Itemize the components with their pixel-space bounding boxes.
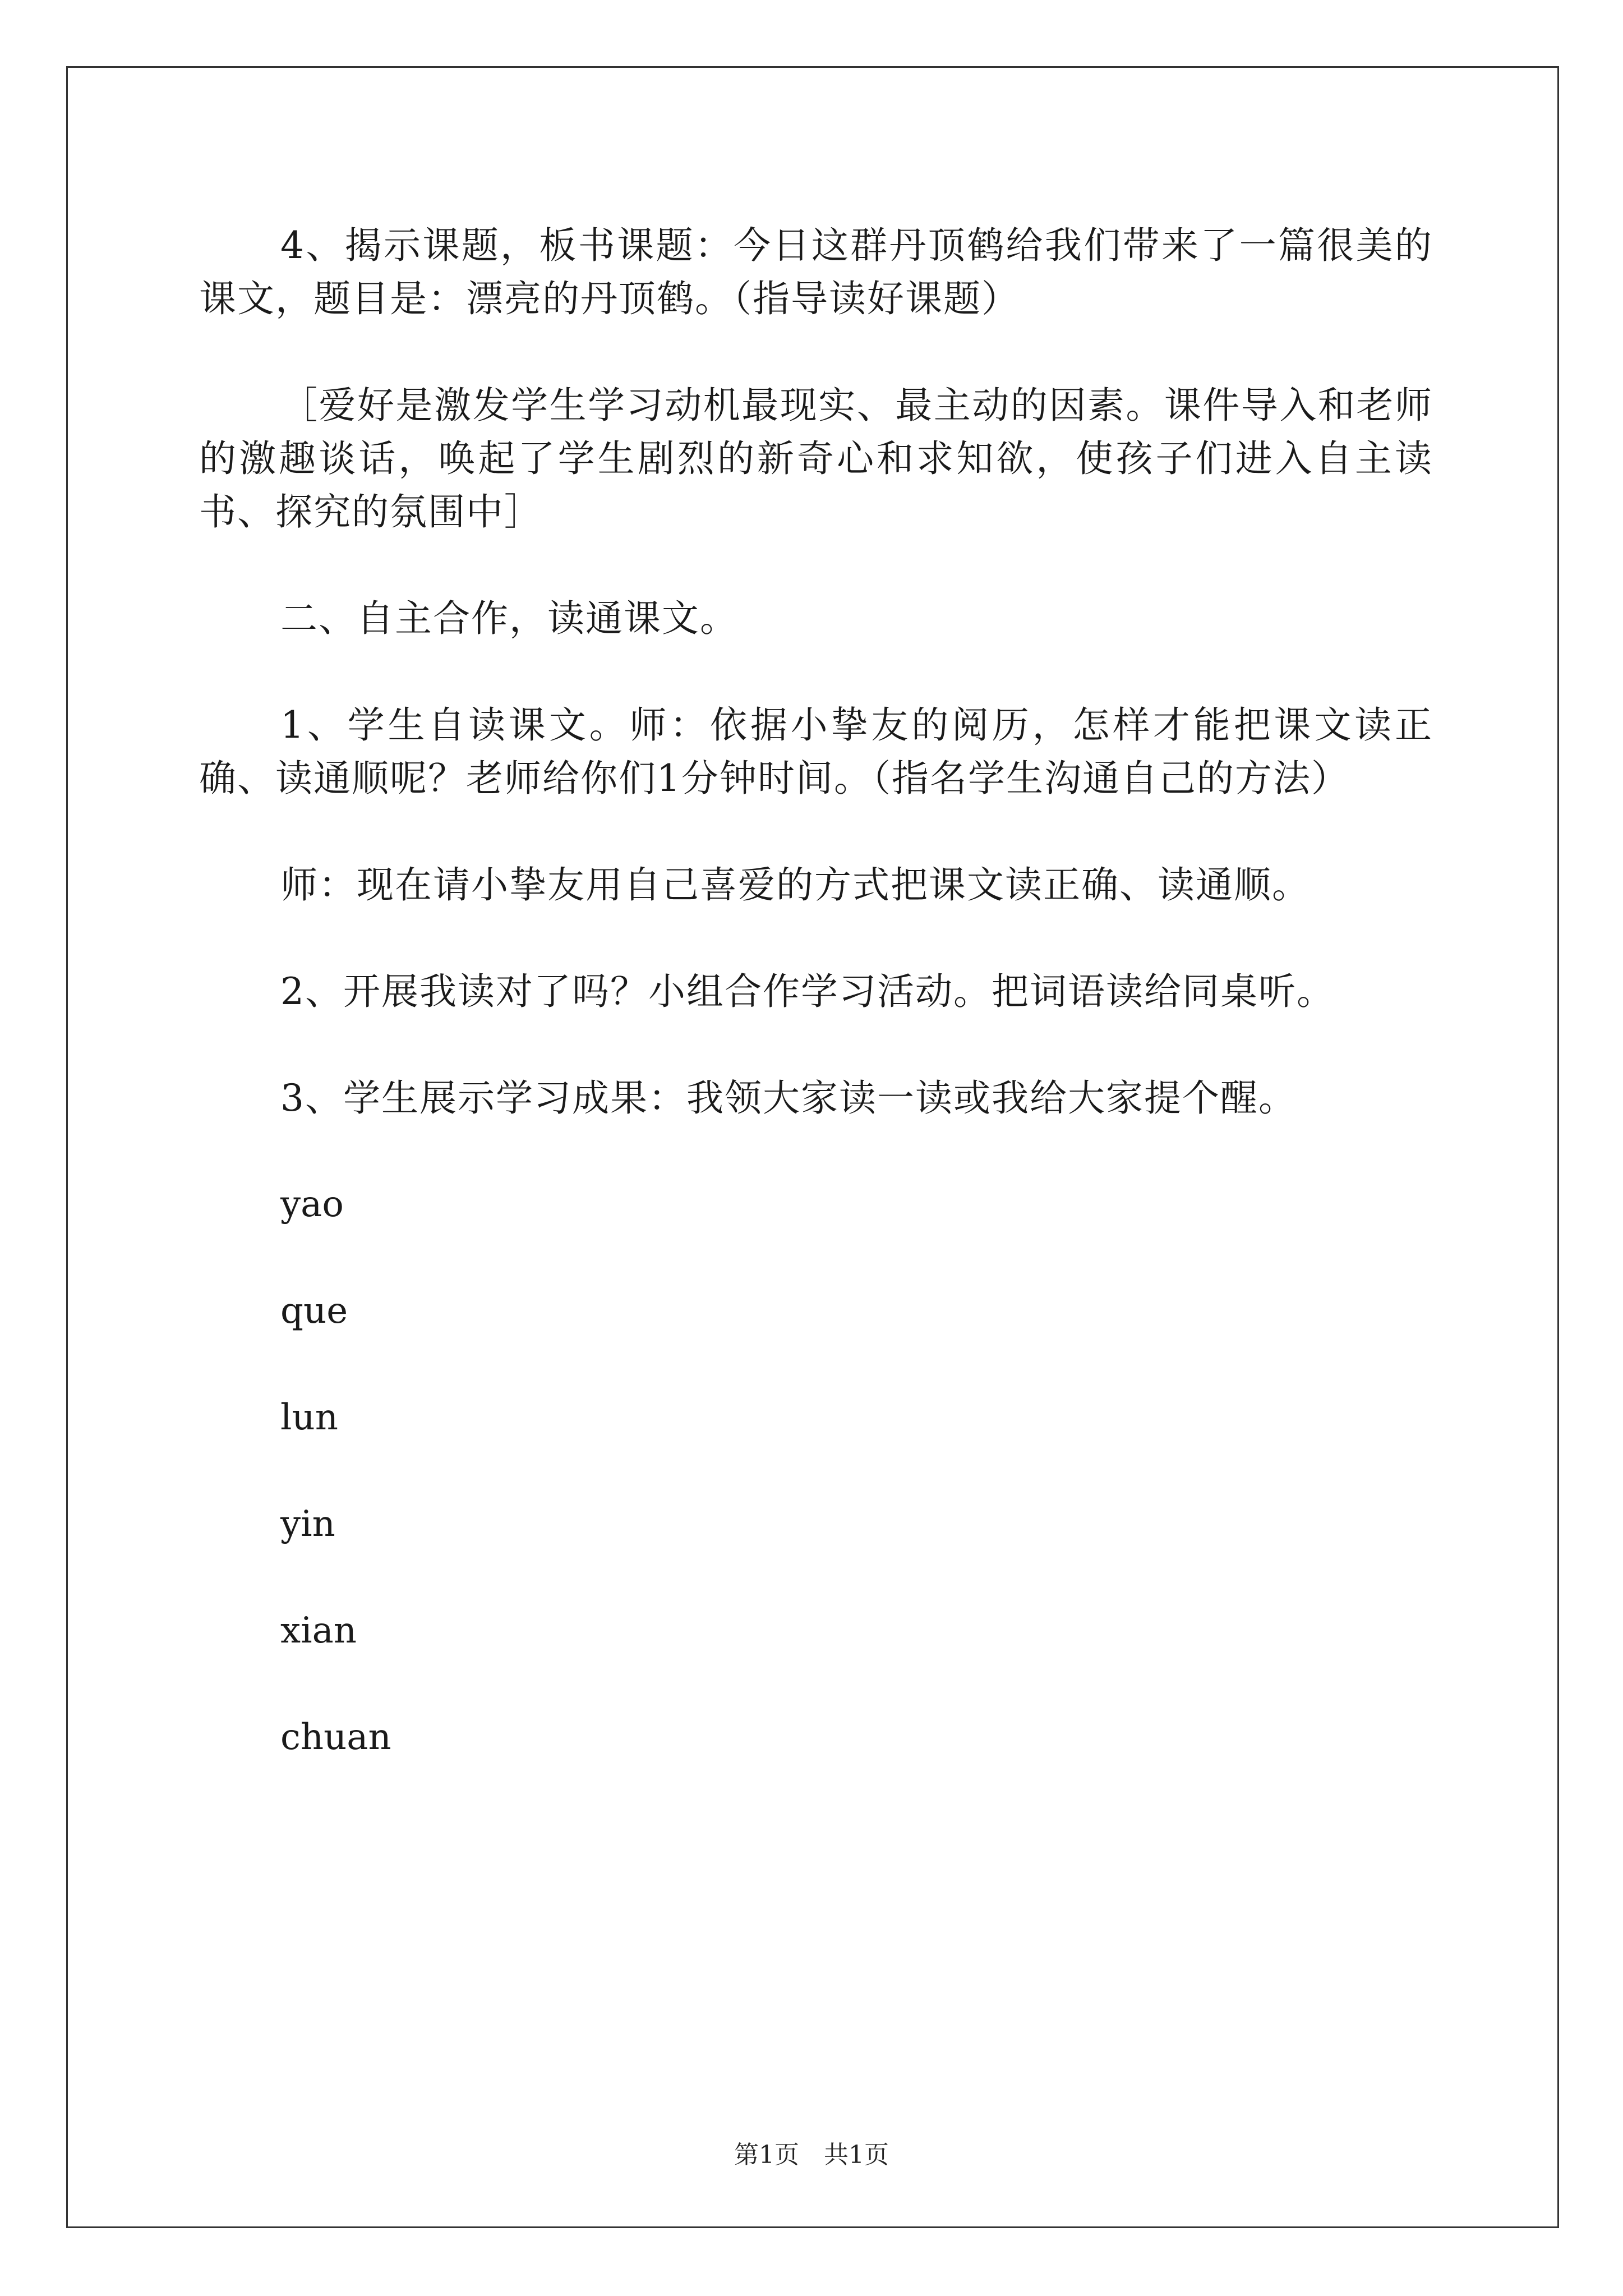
pinyin-item: que bbox=[280, 1290, 348, 1332]
paragraph-group-activity: 2、开展我读对了吗？小组合作学习活动。把词语读给同桌听。 bbox=[280, 970, 1335, 1013]
page-number-footer: 第1页 共1页 bbox=[734, 2141, 889, 2169]
paragraph-reveal-topic: 4、揭示课题，板书课题：今日这群丹顶鹤给我们带来了一篇很美的课文，题目是：漂亮的丹顶鹤。（指导读好课题） bbox=[199, 224, 1433, 320]
paragraph-teacher-instruction: 师：现在请小挚友用自己喜爱的方式把课文读正确、读通顺。 bbox=[280, 863, 1310, 907]
document-body bbox=[199, 219, 1433, 1818]
pinyin-item: chuan bbox=[280, 1717, 391, 1758]
pinyin-item: yao bbox=[280, 1184, 344, 1225]
paragraph-self-reading: 1、学生自读课文。师：依据小挚友的阅历，怎样才能把课文读正确、读通顺呢？老师给你们1分钟时间。（指名学生沟通自己的方法） bbox=[199, 703, 1433, 800]
pinyin-item: xian bbox=[280, 1610, 357, 1651]
pinyin-item: lun bbox=[280, 1397, 338, 1438]
paragraph-show-results: 3、学生展示学习成果：我领大家读一读或我给大家提个醒。 bbox=[280, 1076, 1297, 1120]
paragraph-commentary: ［爱好是激发学生学习动机最现实、最主动的因素。课件导入和老师的激趣谈话，唤起了学生剧烈的新奇心和求知欲，使孩子们进入自主读书、探究的氛围中］ bbox=[199, 384, 1433, 533]
pinyin-item: yin bbox=[280, 1503, 335, 1545]
section-heading: 二、自主合作，读通课文。 bbox=[280, 597, 738, 640]
